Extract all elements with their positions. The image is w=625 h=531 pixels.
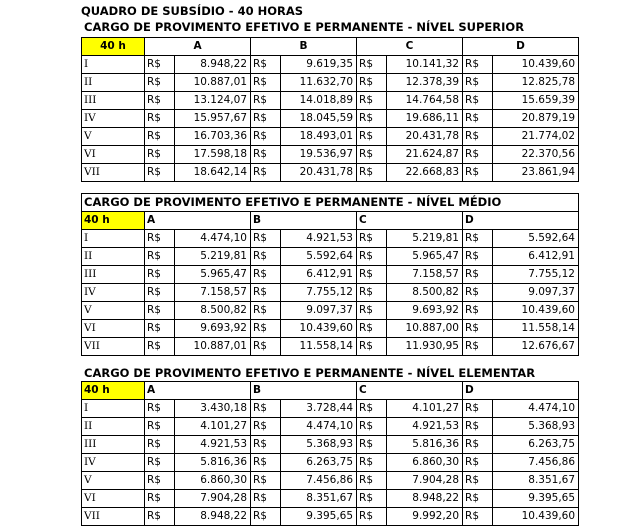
value-cell: 6.860,30 <box>175 472 251 490</box>
value-cell: 7.755,12 <box>281 284 357 302</box>
currency-cell: R$ <box>145 248 175 266</box>
section-title-row <box>82 194 579 212</box>
currency-cell: R$ <box>251 74 281 92</box>
currency-cell: R$ <box>357 436 387 454</box>
currency-cell: R$ <box>463 454 493 472</box>
currency-cell: R$ <box>463 418 493 436</box>
table-row <box>82 164 579 182</box>
value-cell: 22.370,56 <box>493 146 579 164</box>
currency-cell: R$ <box>251 146 281 164</box>
page-title: QUADRO DE SUBSÍDIO - 40 HORAS <box>81 4 304 18</box>
value-cell: 10.141,32 <box>387 56 463 74</box>
currency-cell: R$ <box>357 110 387 128</box>
value-cell: 20.879,19 <box>493 110 579 128</box>
hours-label: 40 h <box>82 382 145 400</box>
level-cell: VI <box>82 490 145 508</box>
currency-cell: R$ <box>251 284 281 302</box>
currency-cell: R$ <box>463 110 493 128</box>
column-header-c: C <box>357 212 463 230</box>
column-header-b: B <box>251 382 357 400</box>
table-row <box>82 338 579 356</box>
value-cell: 4.474,10 <box>281 418 357 436</box>
level-cell: VI <box>82 320 145 338</box>
currency-cell: R$ <box>463 302 493 320</box>
currency-cell: R$ <box>357 164 387 182</box>
value-cell: 11.558,14 <box>281 338 357 356</box>
value-cell: 17.598,18 <box>175 146 251 164</box>
value-cell: 10.887,01 <box>175 338 251 356</box>
column-header-a: A <box>145 382 251 400</box>
value-cell: 8.948,22 <box>387 490 463 508</box>
value-cell: 8.500,82 <box>175 302 251 320</box>
value-cell: 11.930,95 <box>387 338 463 356</box>
salary-table-medio <box>81 193 579 356</box>
currency-cell: R$ <box>357 320 387 338</box>
value-cell: 14.764,58 <box>387 92 463 110</box>
table-row <box>82 418 579 436</box>
hours-label: 40 h <box>82 38 145 56</box>
value-cell: 7.755,12 <box>493 266 579 284</box>
value-cell: 9.097,37 <box>281 302 357 320</box>
value-cell: 4.921,53 <box>387 418 463 436</box>
level-cell: IV <box>82 110 145 128</box>
column-header-b: B <box>251 212 357 230</box>
currency-cell: R$ <box>251 490 281 508</box>
column-header-d: D <box>463 38 579 56</box>
value-cell: 5.592,64 <box>281 248 357 266</box>
value-cell: 18.642,14 <box>175 164 251 182</box>
currency-cell: R$ <box>145 110 175 128</box>
table-header-row <box>82 382 579 400</box>
currency-cell: R$ <box>463 92 493 110</box>
table-row <box>82 248 579 266</box>
value-cell: 22.668,83 <box>387 164 463 182</box>
value-cell: 7.904,28 <box>387 472 463 490</box>
value-cell: 6.860,30 <box>387 454 463 472</box>
currency-cell: R$ <box>463 284 493 302</box>
currency-cell: R$ <box>145 146 175 164</box>
currency-cell: R$ <box>145 164 175 182</box>
table-header-row <box>82 212 579 230</box>
section-title-elementar: CARGO DE PROVIMENTO EFETIVO E PERMANENTE - NÍVEL ELEMENTAR <box>84 366 536 380</box>
currency-cell: R$ <box>357 400 387 418</box>
currency-cell: R$ <box>145 338 175 356</box>
table-header-row <box>82 38 579 56</box>
value-cell: 4.474,10 <box>493 400 579 418</box>
currency-cell: R$ <box>145 284 175 302</box>
currency-cell: R$ <box>251 164 281 182</box>
value-cell: 9.395,65 <box>493 490 579 508</box>
value-cell: 14.018,89 <box>281 92 357 110</box>
currency-cell: R$ <box>463 508 493 526</box>
level-cell: I <box>82 400 145 418</box>
currency-cell: R$ <box>251 266 281 284</box>
table-row <box>82 508 579 526</box>
value-cell: 20.431,78 <box>281 164 357 182</box>
value-cell: 5.592,64 <box>493 230 579 248</box>
value-cell: 8.948,22 <box>175 56 251 74</box>
value-cell: 23.861,94 <box>493 164 579 182</box>
value-cell: 9.097,37 <box>493 284 579 302</box>
value-cell: 21.624,87 <box>387 146 463 164</box>
currency-cell: R$ <box>145 128 175 146</box>
value-cell: 4.474,10 <box>175 230 251 248</box>
value-cell: 21.774,02 <box>493 128 579 146</box>
currency-cell: R$ <box>463 400 493 418</box>
currency-cell: R$ <box>251 320 281 338</box>
value-cell: 15.659,39 <box>493 92 579 110</box>
currency-cell: R$ <box>357 418 387 436</box>
table-row <box>82 472 579 490</box>
level-cell: IV <box>82 284 145 302</box>
currency-cell: R$ <box>357 454 387 472</box>
table-row <box>82 266 579 284</box>
salary-table-elementar <box>81 381 579 526</box>
value-cell: 8.351,67 <box>493 472 579 490</box>
value-cell: 5.219,81 <box>387 230 463 248</box>
currency-cell: R$ <box>145 418 175 436</box>
column-header-b: B <box>251 38 357 56</box>
value-cell: 11.632,70 <box>281 74 357 92</box>
value-cell: 20.431,78 <box>387 128 463 146</box>
currency-cell: R$ <box>357 74 387 92</box>
currency-cell: R$ <box>251 454 281 472</box>
value-cell: 4.101,27 <box>387 400 463 418</box>
level-cell: I <box>82 56 145 74</box>
currency-cell: R$ <box>145 302 175 320</box>
currency-cell: R$ <box>251 400 281 418</box>
currency-cell: R$ <box>145 508 175 526</box>
level-cell: V <box>82 128 145 146</box>
value-cell: 6.412,91 <box>281 266 357 284</box>
currency-cell: R$ <box>357 146 387 164</box>
value-cell: 8.948,22 <box>175 508 251 526</box>
salary-table-superior <box>81 37 579 182</box>
column-header-a: A <box>145 212 251 230</box>
value-cell: 4.921,53 <box>281 230 357 248</box>
value-cell: 7.904,28 <box>175 490 251 508</box>
value-cell: 9.693,92 <box>175 320 251 338</box>
currency-cell: R$ <box>251 128 281 146</box>
currency-cell: R$ <box>357 128 387 146</box>
currency-cell: R$ <box>463 436 493 454</box>
value-cell: 18.493,01 <box>281 128 357 146</box>
currency-cell: R$ <box>463 266 493 284</box>
currency-cell: R$ <box>357 508 387 526</box>
currency-cell: R$ <box>463 472 493 490</box>
value-cell: 10.887,01 <box>175 74 251 92</box>
currency-cell: R$ <box>463 146 493 164</box>
level-cell: I <box>82 230 145 248</box>
value-cell: 12.378,39 <box>387 74 463 92</box>
value-cell: 7.456,86 <box>281 472 357 490</box>
value-cell: 8.500,82 <box>387 284 463 302</box>
value-cell: 18.045,59 <box>281 110 357 128</box>
level-cell: III <box>82 92 145 110</box>
level-cell: II <box>82 74 145 92</box>
currency-cell: R$ <box>357 338 387 356</box>
value-cell: 3.728,44 <box>281 400 357 418</box>
level-cell: VII <box>82 508 145 526</box>
value-cell: 9.395,65 <box>281 508 357 526</box>
currency-cell: R$ <box>357 92 387 110</box>
value-cell: 19.536,97 <box>281 146 357 164</box>
currency-cell: R$ <box>251 248 281 266</box>
currency-cell: R$ <box>463 248 493 266</box>
currency-cell: R$ <box>357 284 387 302</box>
level-cell: II <box>82 418 145 436</box>
currency-cell: R$ <box>251 472 281 490</box>
currency-cell: R$ <box>357 248 387 266</box>
value-cell: 8.351,67 <box>281 490 357 508</box>
currency-cell: R$ <box>145 320 175 338</box>
table-row <box>82 56 579 74</box>
currency-cell: R$ <box>251 436 281 454</box>
value-cell: 7.456,86 <box>493 454 579 472</box>
level-cell: VI <box>82 146 145 164</box>
value-cell: 6.263,75 <box>281 454 357 472</box>
currency-cell: R$ <box>251 338 281 356</box>
value-cell: 10.439,60 <box>493 56 579 74</box>
value-cell: 5.965,47 <box>175 266 251 284</box>
value-cell: 5.965,47 <box>387 248 463 266</box>
level-cell: IV <box>82 454 145 472</box>
value-cell: 7.158,57 <box>175 284 251 302</box>
table-row <box>82 110 579 128</box>
currency-cell: R$ <box>251 110 281 128</box>
column-header-d: D <box>463 382 579 400</box>
table-row <box>82 320 579 338</box>
currency-cell: R$ <box>145 436 175 454</box>
column-header-d: D <box>463 212 579 230</box>
hours-label: 40 h <box>82 212 145 230</box>
currency-cell: R$ <box>357 302 387 320</box>
section-title-superior: CARGO DE PROVIMENTO EFETIVO E PERMANENTE - NÍVEL SUPERIOR <box>84 20 525 34</box>
level-cell: VII <box>82 164 145 182</box>
value-cell: 10.439,60 <box>493 508 579 526</box>
level-cell: V <box>82 472 145 490</box>
section-title-medio: CARGO DE PROVIMENTO EFETIVO E PERMANENTE - NÍVEL MÉDIO <box>82 194 579 212</box>
currency-cell: R$ <box>145 92 175 110</box>
currency-cell: R$ <box>463 74 493 92</box>
currency-cell: R$ <box>463 338 493 356</box>
value-cell: 6.263,75 <box>493 436 579 454</box>
currency-cell: R$ <box>357 230 387 248</box>
value-cell: 9.693,92 <box>387 302 463 320</box>
currency-cell: R$ <box>251 56 281 74</box>
column-header-c: C <box>357 382 463 400</box>
value-cell: 5.816,36 <box>175 454 251 472</box>
currency-cell: R$ <box>463 230 493 248</box>
value-cell: 11.558,14 <box>493 320 579 338</box>
currency-cell: R$ <box>145 266 175 284</box>
currency-cell: R$ <box>145 454 175 472</box>
currency-cell: R$ <box>145 74 175 92</box>
level-cell: II <box>82 248 145 266</box>
level-cell: VII <box>82 338 145 356</box>
value-cell: 5.368,93 <box>493 418 579 436</box>
value-cell: 16.703,36 <box>175 128 251 146</box>
value-cell: 19.686,11 <box>387 110 463 128</box>
level-cell: V <box>82 302 145 320</box>
value-cell: 12.825,78 <box>493 74 579 92</box>
currency-cell: R$ <box>463 490 493 508</box>
table-row <box>82 490 579 508</box>
currency-cell: R$ <box>357 266 387 284</box>
table-row <box>82 74 579 92</box>
currency-cell: R$ <box>357 56 387 74</box>
value-cell: 3.430,18 <box>175 400 251 418</box>
value-cell: 9.619,35 <box>281 56 357 74</box>
value-cell: 9.992,20 <box>387 508 463 526</box>
value-cell: 7.158,57 <box>387 266 463 284</box>
value-cell: 5.816,36 <box>387 436 463 454</box>
value-cell: 5.219,81 <box>175 248 251 266</box>
currency-cell: R$ <box>251 230 281 248</box>
value-cell: 12.676,67 <box>493 338 579 356</box>
currency-cell: R$ <box>251 92 281 110</box>
currency-cell: R$ <box>145 230 175 248</box>
value-cell: 13.124,07 <box>175 92 251 110</box>
value-cell: 10.887,00 <box>387 320 463 338</box>
table-row <box>82 454 579 472</box>
table-row <box>82 230 579 248</box>
value-cell: 15.957,67 <box>175 110 251 128</box>
column-header-c: C <box>357 38 463 56</box>
value-cell: 10.439,60 <box>281 320 357 338</box>
currency-cell: R$ <box>463 128 493 146</box>
currency-cell: R$ <box>357 490 387 508</box>
currency-cell: R$ <box>251 302 281 320</box>
value-cell: 6.412,91 <box>493 248 579 266</box>
level-cell: III <box>82 266 145 284</box>
value-cell: 4.101,27 <box>175 418 251 436</box>
table-row <box>82 128 579 146</box>
currency-cell: R$ <box>145 400 175 418</box>
table-row <box>82 284 579 302</box>
currency-cell: R$ <box>251 418 281 436</box>
value-cell: 5.368,93 <box>281 436 357 454</box>
table-row <box>82 92 579 110</box>
level-cell: III <box>82 436 145 454</box>
table-row <box>82 436 579 454</box>
value-cell: 4.921,53 <box>175 436 251 454</box>
currency-cell: R$ <box>145 472 175 490</box>
table-row <box>82 400 579 418</box>
value-cell: 10.439,60 <box>493 302 579 320</box>
currency-cell: R$ <box>357 472 387 490</box>
table-row <box>82 302 579 320</box>
currency-cell: R$ <box>145 56 175 74</box>
currency-cell: R$ <box>463 320 493 338</box>
currency-cell: R$ <box>463 164 493 182</box>
column-header-a: A <box>145 38 251 56</box>
currency-cell: R$ <box>145 490 175 508</box>
currency-cell: R$ <box>463 56 493 74</box>
currency-cell: R$ <box>251 508 281 526</box>
table-row <box>82 146 579 164</box>
